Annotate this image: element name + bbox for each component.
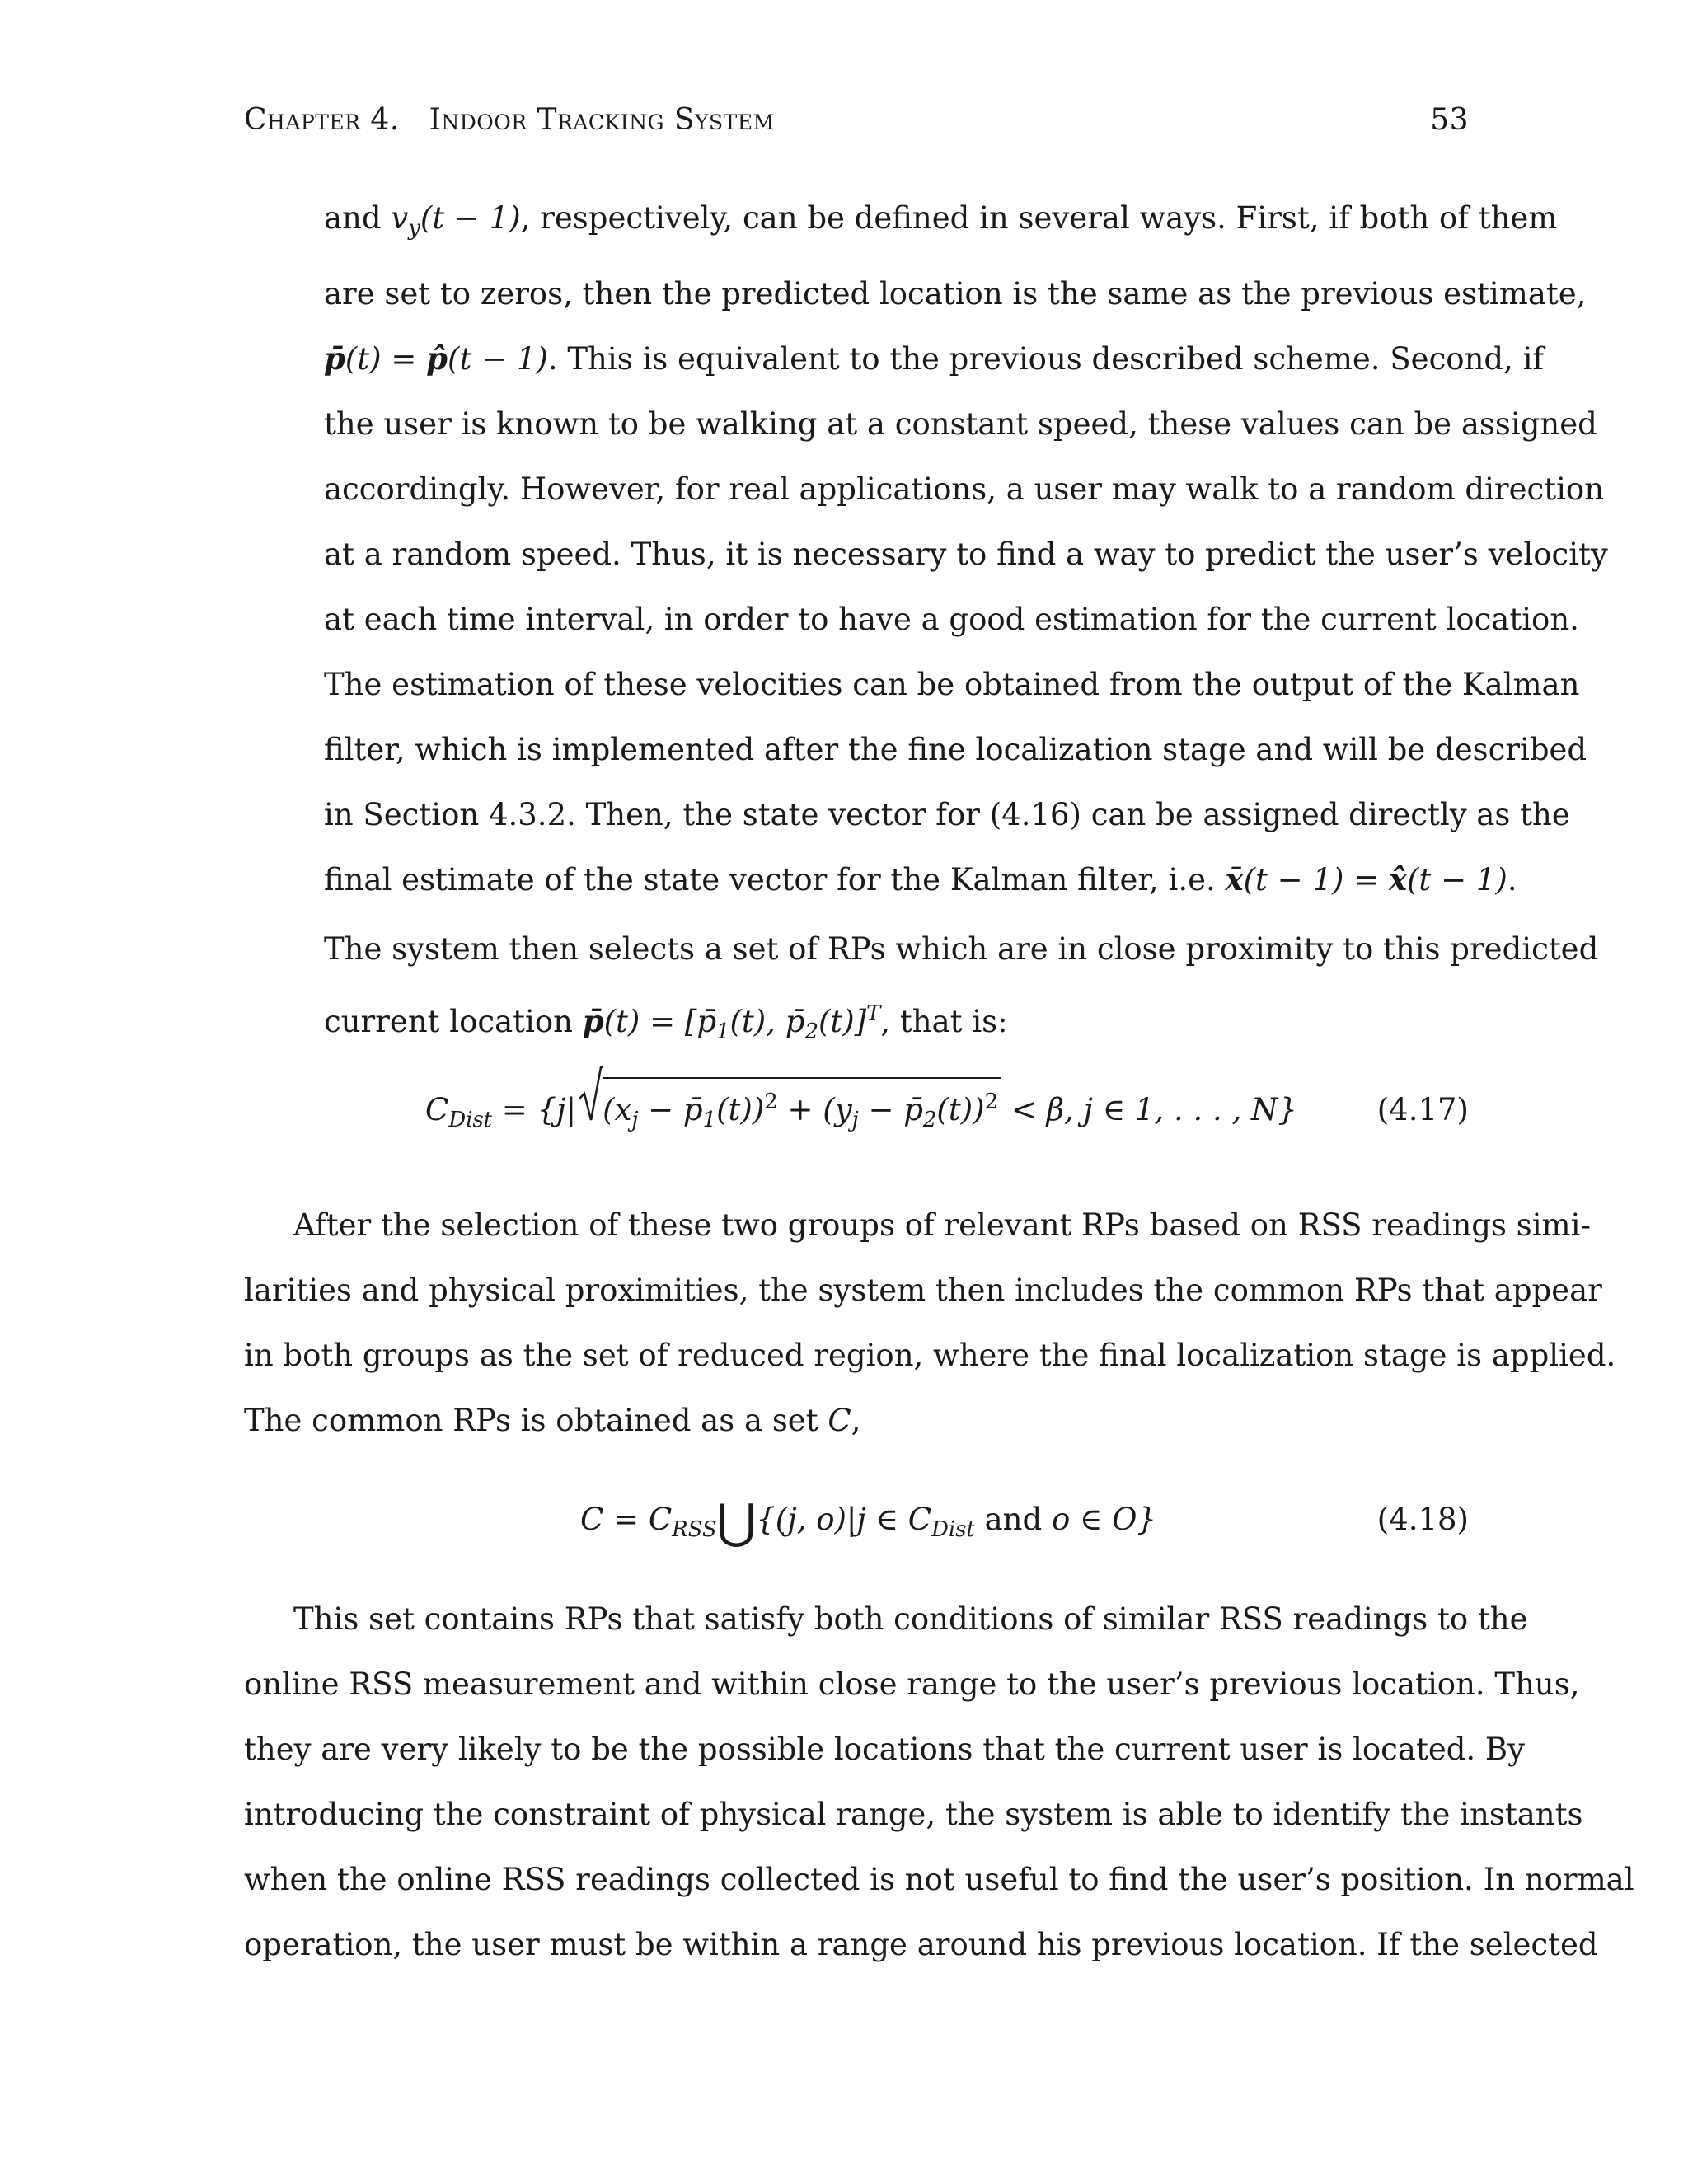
page-number: 53 bbox=[1430, 103, 1469, 137]
text-line: are set to zeros, then the predicted location is the same as the previous estimate, bbox=[324, 275, 1587, 312]
chapter-label: Chapter 4. bbox=[244, 103, 400, 137]
equation-number: (4.18) bbox=[1376, 1502, 1469, 1537]
text-line: After the selection of these two groups of relevant RPs based on RSS readings simi- bbox=[293, 1207, 1591, 1243]
text-line: and $v_y(t - 1)$, respectively, can be defined in several ways. First, if both of them bbox=[324, 200, 1558, 241]
text-line: they are very likely to be the possible locations that the current user is located. By bbox=[244, 1732, 1526, 1767]
text-line: when the online RSS readings collected is not useful to find the user’s position. In normal bbox=[244, 1862, 1634, 1897]
square-root: ($x_j$ − $p̄_1(t))^2 + (y_j$ − $p̄_2(t))^2$ bbox=[578, 1077, 1001, 1143]
chapter-title: Indoor Tracking System bbox=[429, 103, 775, 137]
text-line: at a random speed. Thus, it is necessary to find a way to predict the user’s velocity bbox=[324, 536, 1608, 572]
text-line: final estimate of the state vector for the Kalman filter, i.e. x̄(t − 1) = x̂(t − 1). bbox=[324, 860, 1517, 898]
text-line: at each time interval, in order to have a good estimation for the current location. bbox=[324, 601, 1579, 637]
text-line: The system then selects a set of RPs which are in close proximity to this predicted bbox=[324, 931, 1599, 967]
union-symbol: ⋃ bbox=[716, 1493, 757, 1549]
text-line: filter, which is implemented after the fine localization stage and will be described bbox=[324, 731, 1587, 767]
text-line: in Section 4.3.2. Then, the state vector for (4.16) can be assigned directly as the bbox=[324, 796, 1570, 832]
text-line: larities and physical proximities, the system then includes the common RPs that appear bbox=[244, 1272, 1602, 1308]
paragraph-proximity-selection bbox=[324, 916, 1599, 1065]
text-line: in both groups as the set of reduced region, where the final localization stage is applied. bbox=[244, 1338, 1616, 1373]
text-line: operation, the user must be within a range around his previous location. If the selected bbox=[244, 1927, 1598, 1962]
text-line: The common RPs is obtained as a set C, bbox=[244, 1403, 861, 1438]
running-header bbox=[244, 99, 1469, 142]
radical-sign-icon bbox=[578, 1066, 603, 1123]
paragraph-velocity-estimation bbox=[324, 185, 1608, 912]
text-line: online RSS measurement and within close range to the user’s previous location. Thus, bbox=[244, 1666, 1580, 1702]
paragraph-set-properties bbox=[244, 1586, 1634, 1977]
text-line: p̄(t) = p̂(t − 1). This is equivalent to the previous described scheme. Second, if bbox=[324, 340, 1545, 377]
equation-body: $C_{Dist} = \{j|$ ($x_j$ − $p̄_1(t))^2 + (y_j$ − $p̄_2(t))^2 < \beta$, j ∈ 1, . . . , N} bbox=[425, 1077, 1297, 1153]
equation-4-17 bbox=[244, 1077, 1469, 1143]
text-line: introducing the constraint of physical range, the system is able to identify the instants bbox=[244, 1797, 1583, 1832]
paragraph-common-rps bbox=[244, 1193, 1616, 1453]
equation-number: (4.17) bbox=[1376, 1092, 1469, 1127]
equation-4-18 bbox=[244, 1487, 1469, 1553]
text-line: The estimation of these velocities can be obtained from the output of the Kalman bbox=[324, 666, 1580, 702]
text-line: the user is known to be walking at a constant speed, these values can be assigned bbox=[324, 405, 1597, 442]
equation-body: $C = C_{RSS}⋃\{(j$, o)|j ∈ $C_{Dist}$ and o ∈ O} bbox=[580, 1493, 1157, 1549]
text-line: accordingly. However, for real applications, a user may walk to a random direction bbox=[324, 471, 1605, 507]
text-line: current location p̄(t) = [$p̄_1(t)$, $p̄_2(t)]^T$, that is: bbox=[324, 1001, 1008, 1044]
text-line: This set contains RPs that satisfy both conditions of similar RSS readings to the bbox=[293, 1601, 1528, 1637]
